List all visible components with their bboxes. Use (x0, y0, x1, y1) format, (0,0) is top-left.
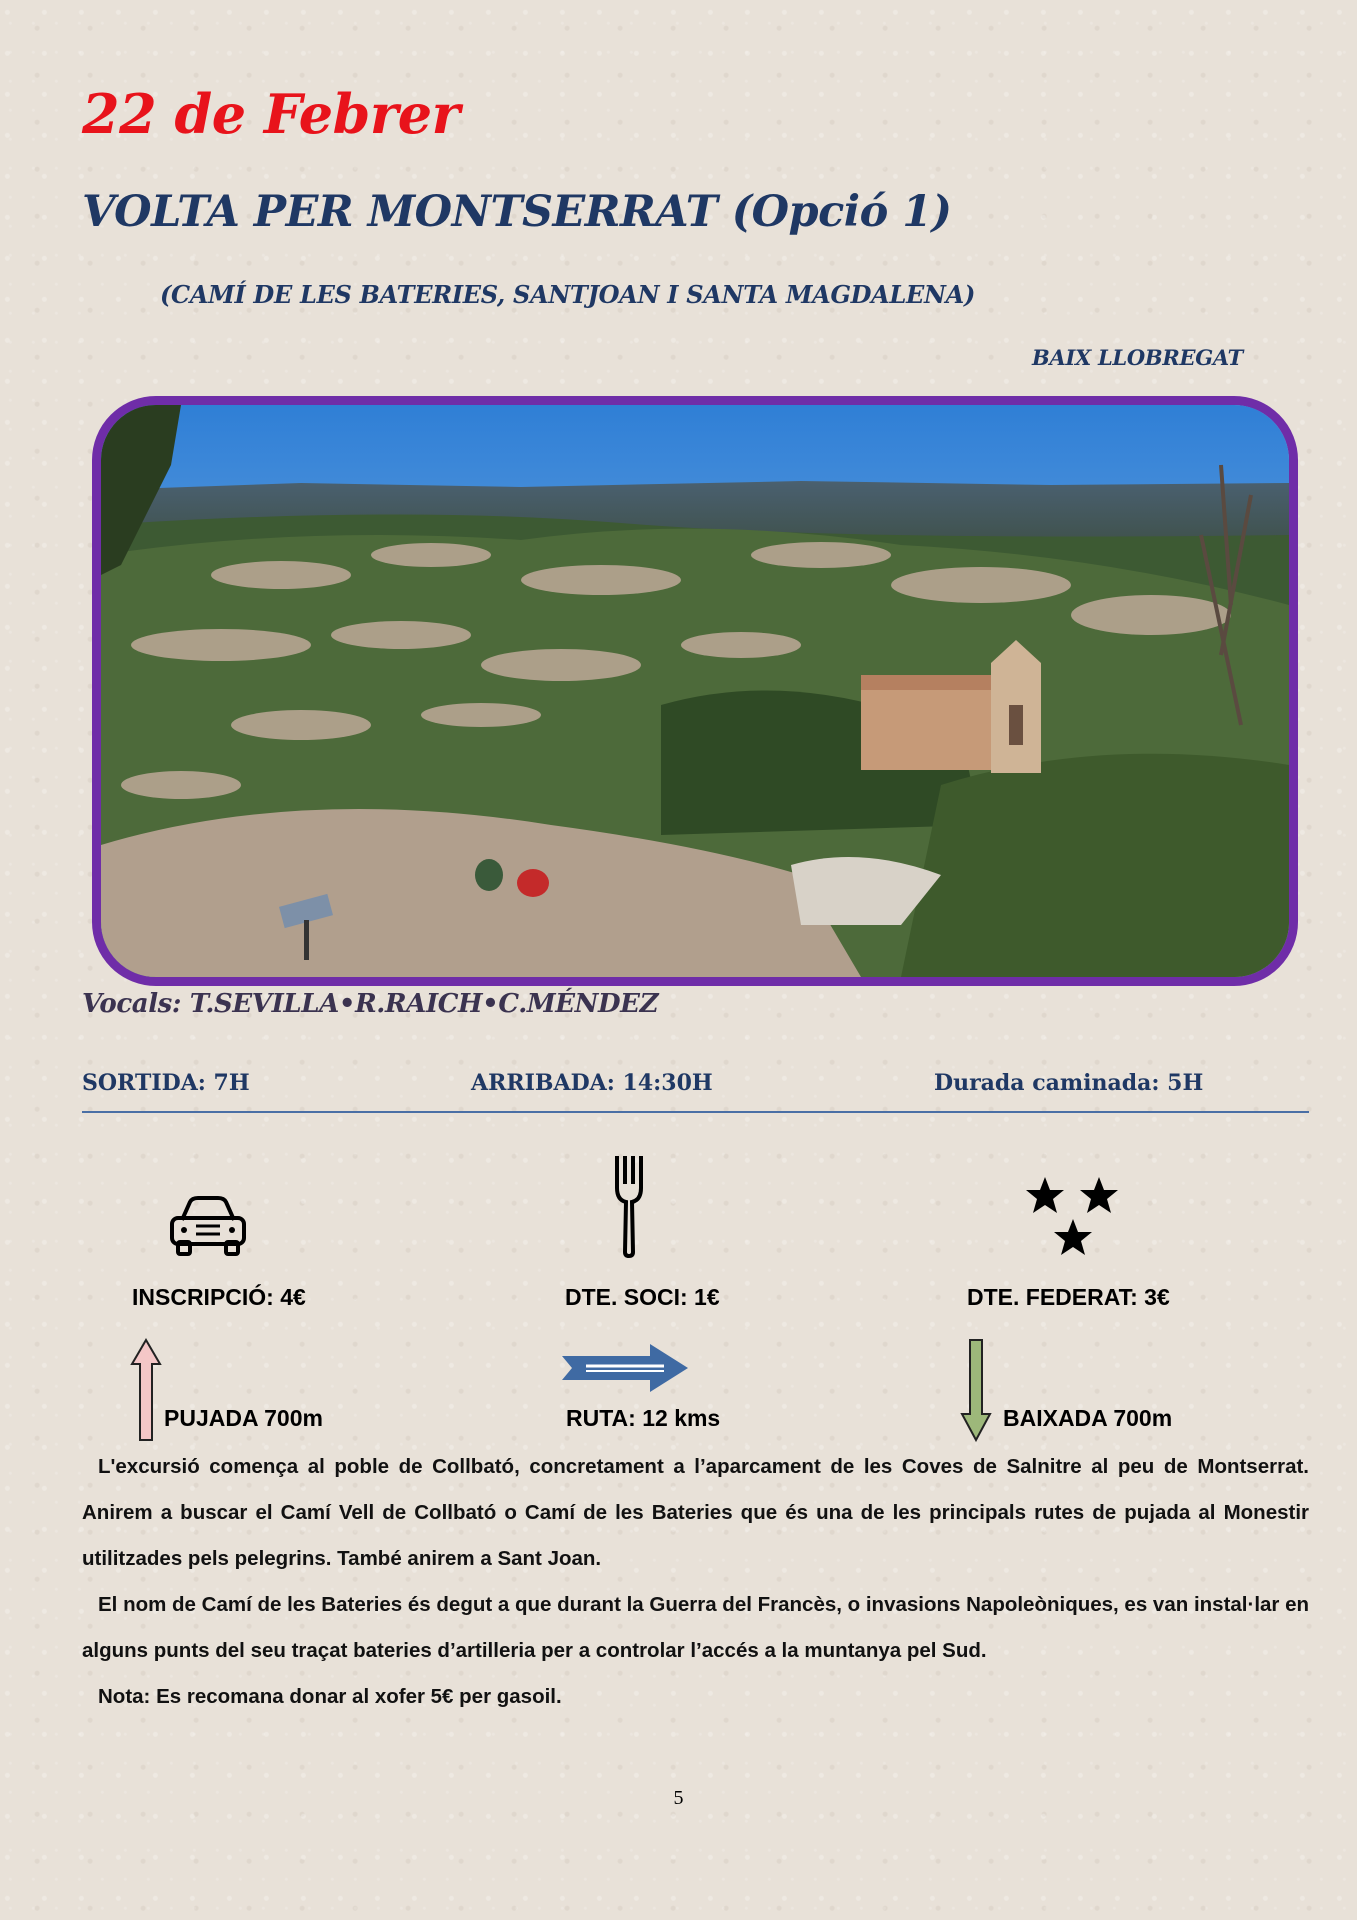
description-paragraph-2: El nom de Camí de les Bateries és degut a que durant la Guerra del Francès, o invasions Napoleòniques, es van instal·lar en alguns punts del seu traçat bateries d’artilleria per a controlar l’accés a la muntanya pel Sud. (82, 1593, 1310, 1662)
member-discount: DTE. SOCI: 1€ (565, 1284, 720, 1310)
arrow-down-icon (960, 1338, 992, 1442)
arrival-time: ARRIBADA: 14:30H (471, 1070, 713, 1096)
car-icon (168, 1194, 248, 1258)
page-number: 5 (673, 1787, 684, 1809)
fork-icon (614, 1154, 644, 1258)
description-note: Nota: Es recomana donar al xofer 5€ per gasoil. (98, 1685, 562, 1708)
registration-fee: INSCRIPCIÓ: 4€ (132, 1284, 306, 1310)
description-paragraph-1: L'excursió comença al poble de Collbató, concretament a l’aparcament de les Coves de Salnitre al peu de Montserrat. Anirem a buscar el Camí Vell de Collbató o Camí de les Bateries que és una de les principals rutes de pujada al Monestir utilitzades pels pelegrins. També anirem a Sant Joan. (82, 1455, 1309, 1570)
vocals-text: Vocals: T.SEVILLA•R.RAICH•C.MÉNDEZ (82, 989, 659, 1019)
description (82, 1444, 1309, 1720)
page-subtitle: (CAMÍ DE LES BATERIES, SANTJOAN I SANTA MAGDALENA) (160, 280, 976, 309)
arrow-right-icon (560, 1342, 690, 1394)
landscape-photo (92, 396, 1298, 986)
descent-label: BAIXADA 700m (1003, 1405, 1173, 1431)
region-label: BAIX LLOBREGAT (1032, 345, 1244, 370)
departure-time: SORTIDA: 7H (82, 1070, 250, 1096)
stars-icon (1025, 1175, 1121, 1261)
federated-discount: DTE. FEDERAT: 3€ (967, 1284, 1170, 1310)
walk-duration: Durada caminada: 5H (934, 1070, 1204, 1096)
page-title: VOLTA PER MONTSERRAT (Opció 1) (82, 187, 952, 237)
divider (82, 1111, 1309, 1113)
route-label: RUTA: 12 kms (566, 1405, 721, 1431)
event-date: 22 de Febrer (82, 82, 460, 146)
ascent-label: PUJADA 700m (164, 1405, 323, 1431)
arrow-up-icon (130, 1338, 162, 1442)
